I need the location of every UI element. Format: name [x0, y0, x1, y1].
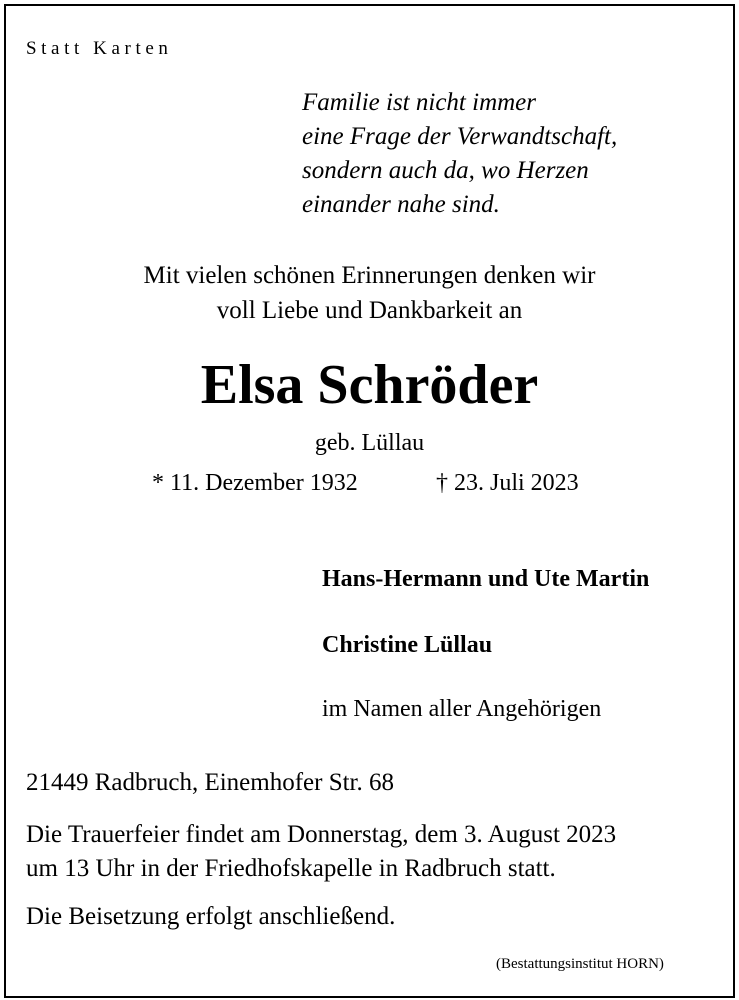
funeral-line: um 13 Uhr in der Friedhofskapelle in Radbruch statt. [26, 855, 556, 882]
quote-block [302, 86, 617, 222]
intro-line: Mit vielen schönen Erinnerungen denken wir [143, 262, 596, 289]
birth-date: * 11. Dezember 1932 [152, 470, 358, 496]
quote-line: Familie ist nicht immer [302, 89, 536, 116]
header-statt-karten: Statt Karten [26, 38, 173, 59]
intro-line: voll Liebe und Dankbarkeit an [216, 297, 523, 324]
quote-line: eine Frage der Verwandtschaft, [302, 123, 618, 150]
undertaker-credit: (Bestattungsinstitut HORN) [496, 956, 664, 972]
burial-info: Die Beisetzung erfolgt anschließend. [26, 903, 396, 930]
maiden-name: geb. Lüllau [314, 430, 425, 456]
death-date: † 23. Juli 2023 [436, 470, 579, 496]
quote-line: sondern auch da, wo Herzen [302, 157, 589, 184]
address: 21449 Radbruch, Einemhofer Str. 68 [26, 769, 394, 796]
intro-text [0, 258, 739, 328]
deceased-name: Elsa Schröder [200, 354, 539, 416]
mourner-note: im Namen aller Angehörigen [322, 696, 602, 722]
mourner-name: Christine Lüllau [322, 632, 493, 658]
funeral-line: Die Trauerfeier findet am Donnerstag, dem 3. August 2023 [26, 821, 617, 848]
quote-line: einander nahe sind. [302, 191, 500, 218]
mourner-name: Hans-Hermann und Ute Martin [322, 566, 650, 592]
funeral-info [26, 818, 616, 886]
